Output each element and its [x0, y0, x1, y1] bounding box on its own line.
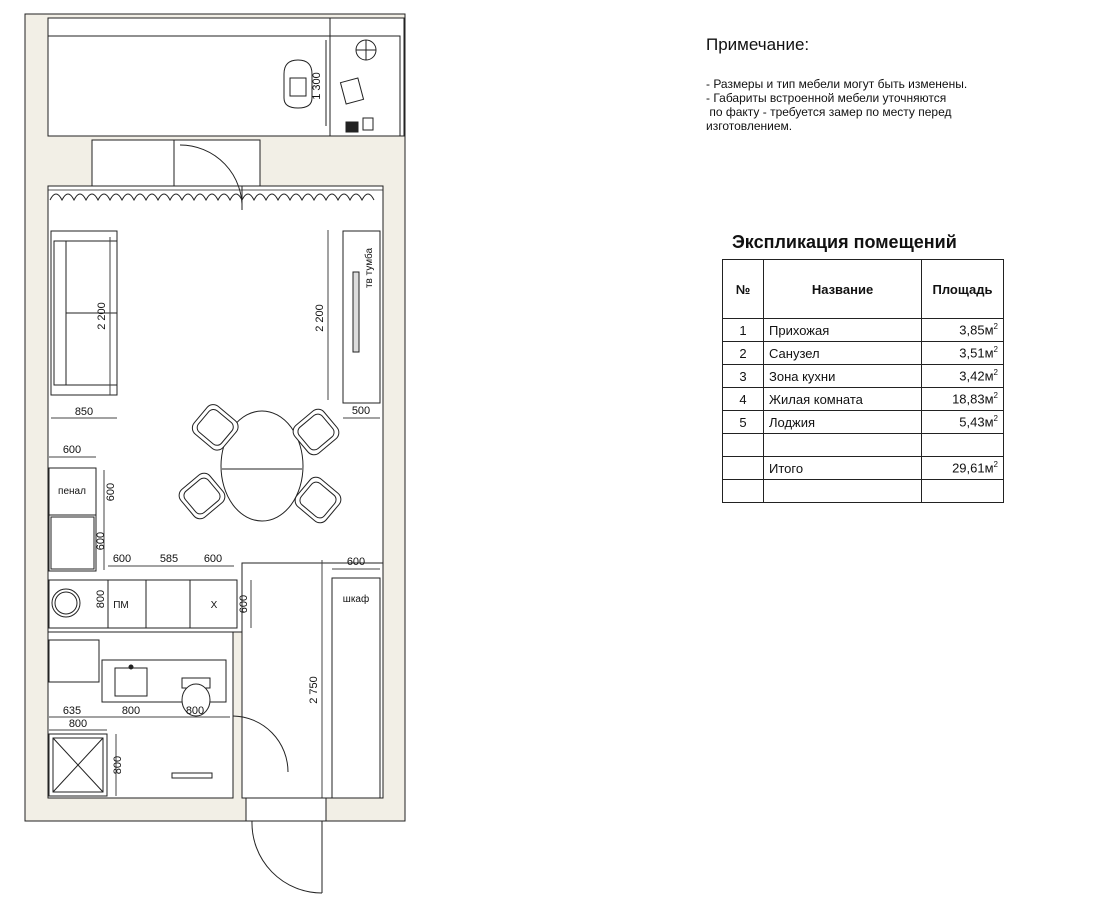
explication-title: Экспликация помещений — [732, 232, 957, 252]
dim-washer-depth: 800 — [95, 589, 107, 609]
dim-kitchen-c: 600 — [203, 553, 223, 565]
label-wardrobe: шкаф — [342, 594, 370, 605]
cell-area — [922, 434, 1004, 457]
area-unit-sup: 2 — [993, 345, 998, 355]
entrance-door — [246, 798, 326, 893]
dim-tv-length: 2 200 — [314, 304, 326, 332]
table-row — [723, 365, 1004, 388]
note-line: - Габариты встроенной мебели уточняются — [706, 91, 947, 105]
note-line: по факту - требуется замер по месту перед — [706, 105, 952, 119]
dim-bath-c: 800 — [185, 705, 205, 717]
area-value: 29,61 — [952, 460, 985, 476]
area-unit: м — [984, 460, 994, 476]
dim-shower-w: 800 — [68, 718, 88, 730]
cell-area — [922, 480, 1004, 503]
table-row — [723, 342, 1004, 365]
cell-name — [764, 480, 922, 503]
label-tv-stand: тв тумба — [364, 247, 375, 289]
label-fridge: Х — [210, 600, 218, 611]
area-unit-sup: 2 — [993, 322, 998, 332]
dim-pencil-h1: 600 — [105, 482, 117, 502]
label-pencil-case: пенал — [58, 486, 86, 497]
dim-wardrobe-width: 600 — [346, 556, 366, 568]
header-area: Площадь — [922, 260, 1004, 319]
dim-kitchen-b: 585 — [159, 553, 179, 565]
explication-table — [722, 259, 1004, 503]
note-block — [706, 35, 1096, 133]
area-unit-sup: 2 — [993, 414, 998, 424]
cell-num — [723, 434, 764, 457]
note-line: изготовлением. — [706, 119, 793, 133]
dim-pencil-width: 600 — [62, 444, 82, 456]
table-row — [723, 319, 1004, 342]
cell-num: 5 — [723, 411, 764, 434]
area-value: 3,85 — [959, 322, 985, 338]
area-unit: м — [984, 345, 994, 361]
area-unit: м — [984, 368, 994, 384]
table-row — [723, 434, 1004, 457]
cell-area — [922, 365, 1004, 388]
header-name: Название — [764, 260, 922, 319]
dim-bath-a: 635 — [62, 705, 82, 717]
table-header-row — [723, 260, 1004, 319]
label-dishwasher: ПМ — [113, 600, 129, 611]
table-row — [723, 411, 1004, 434]
cell-area — [922, 319, 1004, 342]
cell-area — [922, 388, 1004, 411]
cell-num — [723, 457, 764, 480]
kitchen-counter — [49, 580, 237, 628]
table-row — [723, 457, 1004, 480]
cell-area — [922, 342, 1004, 365]
cell-num: 3 — [723, 365, 764, 388]
dim-kitchen-depth: 600 — [238, 594, 250, 614]
area-value: 18,83 — [952, 391, 985, 407]
dim-loggia-desk: 1 300 — [311, 72, 323, 100]
explication-block — [722, 232, 1004, 503]
area-unit-sup: 2 — [993, 391, 998, 401]
area-unit-sup: 2 — [993, 460, 998, 470]
cell-name: Зона кухни — [764, 365, 922, 388]
dim-kitchen-a: 600 — [112, 553, 132, 565]
cell-num: 1 — [723, 319, 764, 342]
cell-name: Санузел — [764, 342, 922, 365]
cell-name — [764, 434, 922, 457]
cell-num — [723, 480, 764, 503]
note-title: Примечание: — [706, 35, 810, 54]
cell-num: 2 — [723, 342, 764, 365]
dim-pencil-h2: 600 — [95, 531, 107, 551]
dim-sofa-length: 2 200 — [96, 302, 108, 330]
area-unit: м — [984, 414, 994, 430]
header-num: № — [723, 260, 764, 319]
cell-num: 4 — [723, 388, 764, 411]
note-line: - Размеры и тип мебели могут быть изменены. — [706, 77, 968, 91]
table-row — [723, 480, 1004, 503]
cell-name: Лоджия — [764, 411, 922, 434]
cell-name: Жилая комната — [764, 388, 922, 411]
dim-shower-h: 800 — [112, 755, 124, 775]
dim-sofa-depth: 850 — [74, 406, 94, 418]
area-value: 3,42 — [959, 368, 985, 384]
dim-wardrobe-length: 2 750 — [308, 676, 320, 704]
cell-name: Прихожая — [764, 319, 922, 342]
loggia-chair — [284, 60, 312, 108]
cell-area — [922, 457, 1004, 480]
area-unit: м — [984, 391, 994, 407]
table-row — [723, 388, 1004, 411]
dim-bath-b: 800 — [121, 705, 141, 717]
area-value: 5,43 — [959, 414, 985, 430]
cell-name: Итого — [764, 457, 922, 480]
wardrobe — [332, 578, 380, 798]
area-unit-sup: 2 — [993, 368, 998, 378]
dim-tv-depth: 500 — [351, 405, 371, 417]
loggia-window — [48, 18, 330, 36]
window-opening — [92, 140, 174, 186]
area-value: 3,51 — [959, 345, 985, 361]
pencil-case — [49, 468, 96, 571]
area-unit: м — [984, 322, 994, 338]
balcony-door-opening — [174, 140, 260, 186]
cell-area — [922, 411, 1004, 434]
